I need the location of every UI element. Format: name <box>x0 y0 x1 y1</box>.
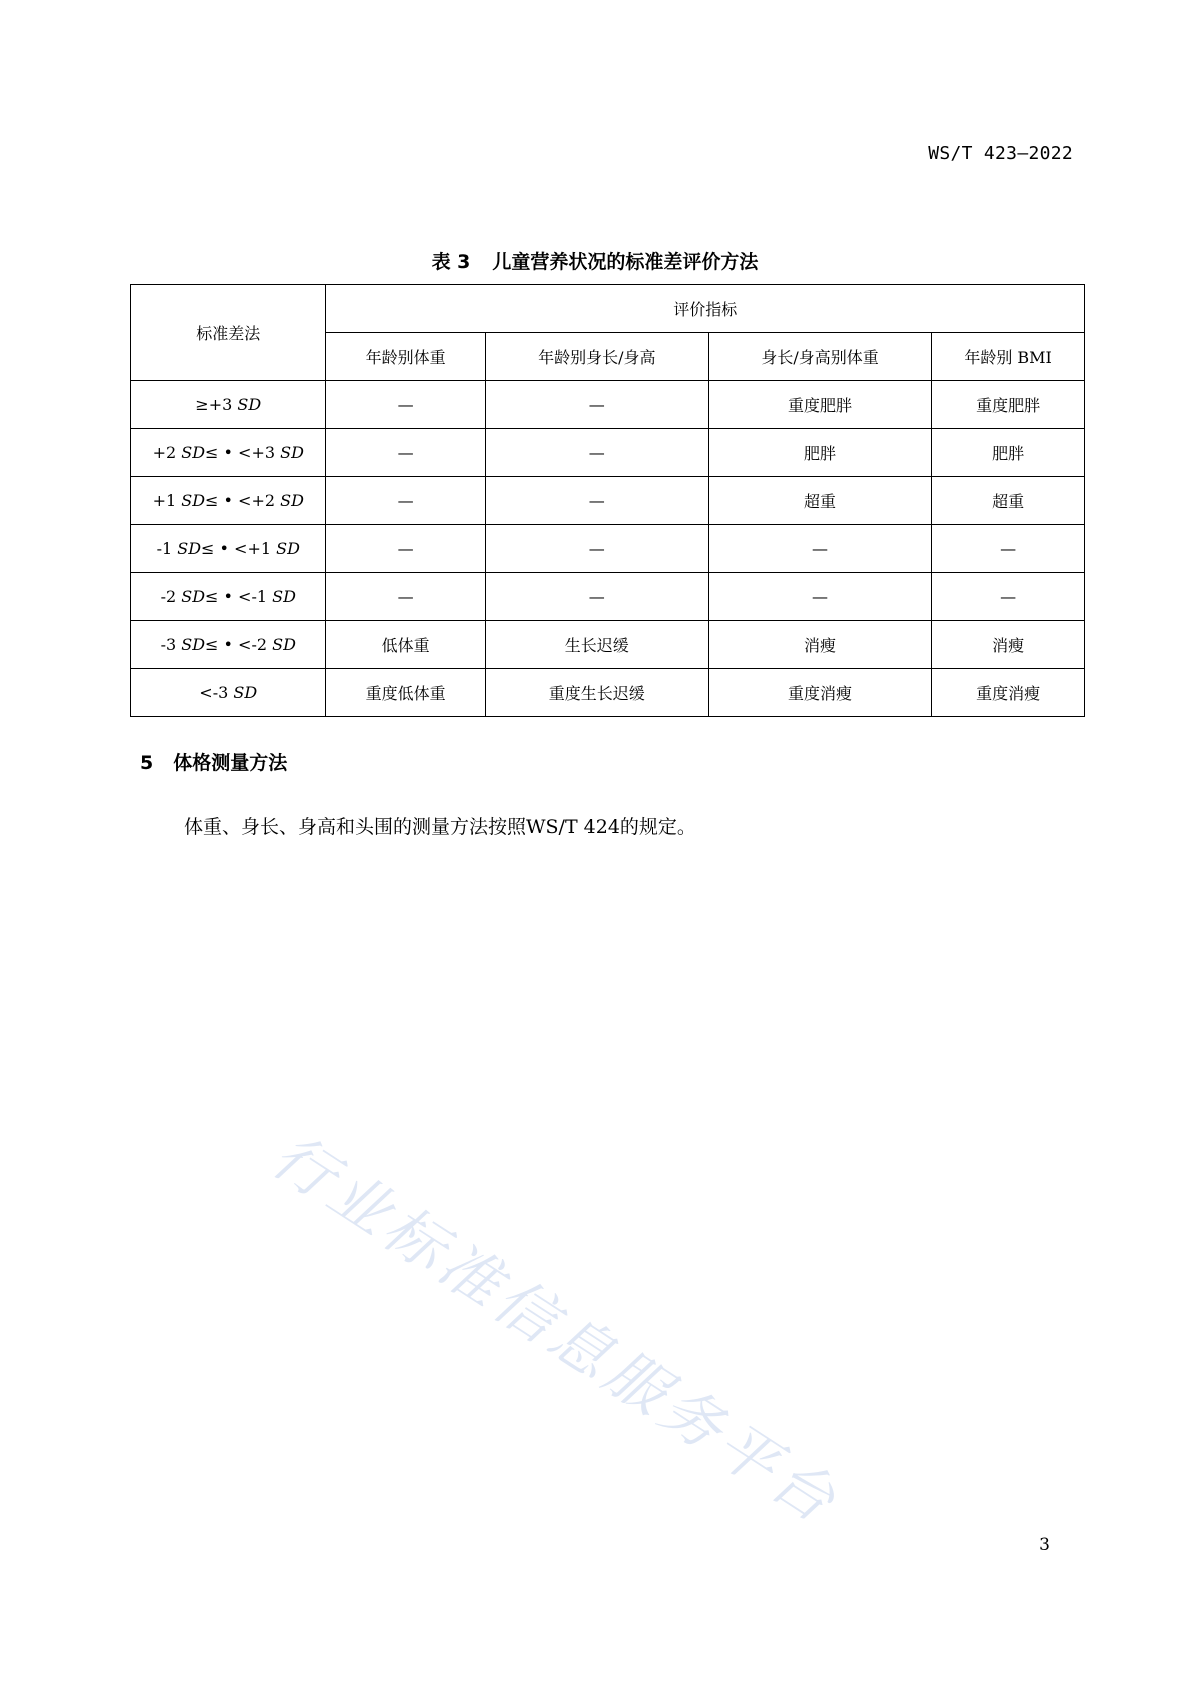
sd-range-cell: -1 SD≤ • <+1 SD <box>131 525 326 573</box>
sd-evaluation-table <box>130 284 1085 717</box>
table-cell: 肥胖 <box>932 429 1085 477</box>
page-number: 3 <box>1039 1535 1050 1555</box>
watermark: 行业标准信息服务平台 <box>259 1120 852 1540</box>
table-caption-number: 表 3 <box>431 251 471 273</box>
column-header: 年龄别身长/身高 <box>485 333 708 381</box>
table-cell: 重度低体重 <box>326 669 485 717</box>
section-title: 体格测量方法 <box>173 752 288 774</box>
document-code: WS/T 423—2022 <box>928 143 1073 164</box>
table-row <box>131 621 1085 669</box>
table-cell: 低体重 <box>326 621 485 669</box>
table-row <box>131 429 1085 477</box>
table-cell: — <box>326 477 485 525</box>
sd-range-cell: ≥+3 SD <box>131 381 326 429</box>
table-cell: — <box>326 573 485 621</box>
table-cell: 生长迟缓 <box>485 621 708 669</box>
table-cell: 重度消瘦 <box>932 669 1085 717</box>
table-cell: 消瘦 <box>932 621 1085 669</box>
section-number: 5 <box>140 752 154 774</box>
table-cell: — <box>485 573 708 621</box>
table-row <box>131 669 1085 717</box>
column-header: 年龄别 BMI <box>932 333 1085 381</box>
sd-range-cell: +1 SD≤ • <+2 SD <box>131 477 326 525</box>
column-header: 年龄别体重 <box>326 333 485 381</box>
table-caption-title: 儿童营养状况的标准差评价方法 <box>492 251 759 273</box>
table-cell: 重度生长迟缓 <box>485 669 708 717</box>
table-cell: — <box>485 525 708 573</box>
table-cell: 重度消瘦 <box>708 669 931 717</box>
group-header-cell: 评价指标 <box>326 285 1085 333</box>
table-row <box>131 573 1085 621</box>
section-body-text: 体重、身长、身高和头围的测量方法按照WS/T 424的规定。 <box>184 816 696 838</box>
table-cell: — <box>485 429 708 477</box>
table-caption <box>0 247 1190 274</box>
table-cell: — <box>932 525 1085 573</box>
table-cell: 重度肥胖 <box>708 381 931 429</box>
table-cell: 超重 <box>708 477 931 525</box>
table-row <box>131 381 1085 429</box>
column-header: 身长/身高别体重 <box>708 333 931 381</box>
table-cell: — <box>708 525 931 573</box>
table-cell: — <box>326 381 485 429</box>
table-header-row <box>131 285 1085 333</box>
sd-range-cell: <-3 SD <box>131 669 326 717</box>
table-cell: — <box>326 525 485 573</box>
table-cell: 超重 <box>932 477 1085 525</box>
table-cell: — <box>485 381 708 429</box>
table-cell: 重度肥胖 <box>932 381 1085 429</box>
table-row <box>131 477 1085 525</box>
sd-range-cell: -3 SD≤ • <-2 SD <box>131 621 326 669</box>
row-header-cell: 标准差法 <box>131 285 326 381</box>
table-row <box>131 525 1085 573</box>
sd-range-cell: +2 SD≤ • <+3 SD <box>131 429 326 477</box>
table-cell: — <box>485 477 708 525</box>
table-cell: 肥胖 <box>708 429 931 477</box>
table-cell: — <box>326 429 485 477</box>
table-cell: — <box>708 573 931 621</box>
table-cell: — <box>932 573 1085 621</box>
section-heading <box>140 748 287 775</box>
sd-range-cell: -2 SD≤ • <-1 SD <box>131 573 326 621</box>
table-cell: 消瘦 <box>708 621 931 669</box>
